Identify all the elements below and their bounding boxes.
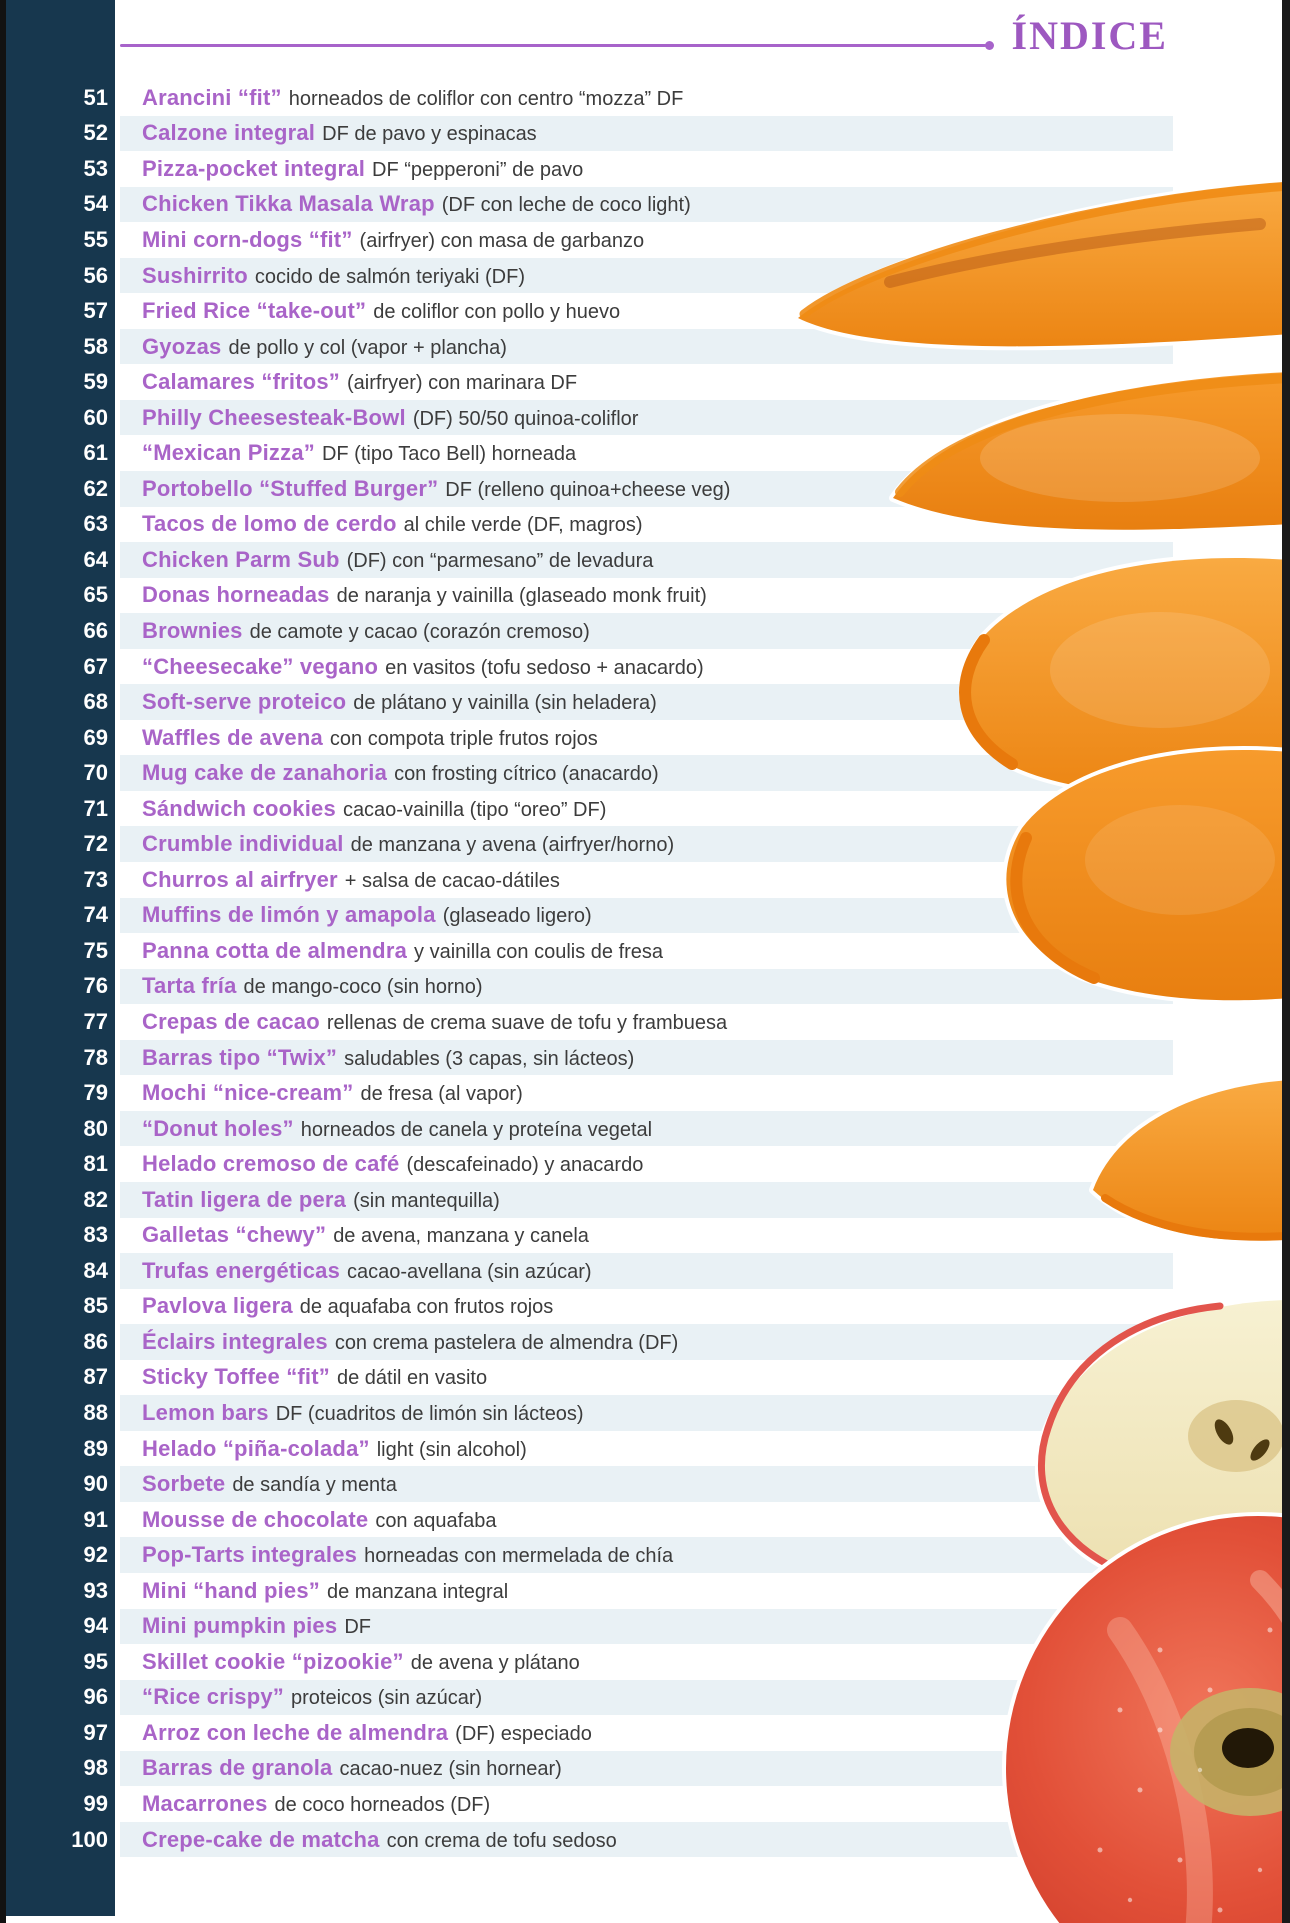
index-row[interactable] bbox=[6, 1182, 1212, 1218]
recipe-title: Philly Cheesesteak-Bowl bbox=[142, 404, 406, 430]
recipe-description: (descafeinado) y anacardo bbox=[406, 1154, 644, 1177]
index-row[interactable] bbox=[6, 933, 1212, 969]
recipe-description: DF (tipo Taco Bell) horneada bbox=[321, 443, 577, 466]
index-row[interactable] bbox=[6, 258, 1212, 294]
index-row[interactable] bbox=[6, 400, 1212, 436]
row-text bbox=[142, 1400, 584, 1426]
index-row[interactable] bbox=[6, 649, 1212, 685]
index-row[interactable] bbox=[6, 1431, 1212, 1467]
index-row[interactable] bbox=[6, 1289, 1212, 1325]
recipe-description: de avena, manzana y canela bbox=[333, 1225, 589, 1248]
recipe-description: (DF) 50/50 quinoa-coliflor bbox=[412, 407, 639, 430]
recipe-description: (DF) especiado bbox=[455, 1722, 592, 1745]
row-text bbox=[142, 760, 659, 786]
row-text bbox=[142, 1009, 727, 1035]
recipe-title: Mini pumpkin pies bbox=[142, 1613, 338, 1639]
recipe-description: DF bbox=[344, 1616, 371, 1639]
recipe-description: DF “pepperoni” de pavo bbox=[372, 158, 584, 181]
row-number: 72 bbox=[83, 831, 108, 857]
recipe-title: Éclairs integrales bbox=[142, 1328, 328, 1354]
row-number: 80 bbox=[83, 1115, 108, 1141]
row-text bbox=[142, 1649, 580, 1675]
recipe-title: Calamares “fritos” bbox=[142, 369, 341, 395]
index-row[interactable] bbox=[6, 1466, 1212, 1502]
recipe-description: cocido de salmón teriyaki (DF) bbox=[254, 265, 525, 288]
row-text bbox=[142, 120, 537, 146]
index-list bbox=[6, 80, 1212, 1857]
recipe-description: con frosting cítrico (anacardo) bbox=[394, 763, 659, 786]
row-text bbox=[142, 191, 691, 217]
recipe-title: Muffins de limón y amapola bbox=[142, 902, 436, 928]
index-row[interactable] bbox=[6, 969, 1212, 1005]
index-row[interactable] bbox=[6, 898, 1212, 934]
recipe-description: horneadas con mermelada de chía bbox=[364, 1545, 674, 1568]
row-text bbox=[142, 1293, 553, 1319]
index-row[interactable] bbox=[6, 755, 1212, 791]
index-row[interactable] bbox=[6, 1786, 1212, 1822]
recipe-description: de naranja y vainilla (glaseado monk fruit) bbox=[336, 585, 707, 608]
row-number: 83 bbox=[83, 1222, 108, 1248]
row-number: 81 bbox=[83, 1151, 108, 1177]
row-text bbox=[142, 725, 598, 751]
index-row[interactable] bbox=[6, 1111, 1212, 1147]
index-row[interactable] bbox=[6, 435, 1212, 471]
row-text bbox=[142, 1471, 397, 1497]
recipe-title: Sushirrito bbox=[142, 262, 248, 288]
recipe-description: de pollo y col (vapor + plancha) bbox=[228, 336, 507, 359]
index-row[interactable] bbox=[6, 471, 1212, 507]
index-row[interactable] bbox=[6, 364, 1212, 400]
recipe-title: Chicken Tikka Masala Wrap bbox=[142, 191, 435, 217]
row-number: 70 bbox=[83, 760, 108, 786]
row-number: 100 bbox=[71, 1826, 108, 1852]
row-number: 87 bbox=[83, 1364, 108, 1390]
recipe-title: Panna cotta de almendra bbox=[142, 937, 408, 963]
row-number: 63 bbox=[83, 511, 108, 537]
recipe-description: saludables (3 capas, sin lácteos) bbox=[344, 1047, 635, 1070]
row-text bbox=[142, 334, 507, 360]
index-row[interactable] bbox=[6, 1751, 1212, 1787]
row-number: 57 bbox=[83, 298, 108, 324]
recipe-description: de avena y plátano bbox=[410, 1651, 580, 1674]
recipe-description: de manzana y avena (airfryer/horno) bbox=[350, 834, 675, 857]
row-text bbox=[142, 1258, 592, 1284]
index-row[interactable] bbox=[6, 187, 1212, 223]
row-text bbox=[142, 440, 576, 466]
row-number: 51 bbox=[83, 84, 108, 110]
index-row[interactable] bbox=[6, 1218, 1212, 1254]
row-text bbox=[142, 1507, 497, 1533]
row-number: 85 bbox=[83, 1293, 108, 1319]
recipe-description: (DF) con “parmesano” de levadura bbox=[346, 549, 654, 572]
row-text bbox=[142, 369, 577, 395]
index-row[interactable] bbox=[6, 222, 1212, 258]
recipe-description: de coco horneados (DF) bbox=[274, 1794, 491, 1817]
recipe-title: “Donut holes” bbox=[142, 1115, 294, 1141]
recipe-description: (glaseado ligero) bbox=[442, 905, 592, 928]
row-text bbox=[142, 831, 674, 857]
index-row[interactable] bbox=[6, 1360, 1212, 1396]
index-row[interactable] bbox=[6, 1822, 1212, 1858]
header-rule bbox=[120, 44, 986, 47]
row-number: 84 bbox=[83, 1257, 108, 1283]
index-row[interactable] bbox=[6, 1644, 1212, 1680]
row-text bbox=[142, 1045, 634, 1071]
index-row[interactable] bbox=[6, 1573, 1212, 1609]
index-row[interactable] bbox=[6, 578, 1212, 614]
recipe-description: de coliflor con pollo y huevo bbox=[373, 301, 621, 324]
row-text bbox=[142, 476, 730, 502]
row-number: 62 bbox=[83, 475, 108, 501]
recipe-description: + salsa de cacao-dátiles bbox=[344, 869, 560, 892]
index-row[interactable] bbox=[6, 613, 1212, 649]
row-text bbox=[142, 689, 657, 715]
recipe-title: “Cheesecake” vegano bbox=[142, 653, 379, 679]
row-number: 69 bbox=[83, 724, 108, 750]
recipe-title: Galletas “chewy” bbox=[142, 1222, 327, 1248]
index-row[interactable] bbox=[6, 684, 1212, 720]
row-text bbox=[142, 263, 525, 289]
row-number: 54 bbox=[83, 191, 108, 217]
row-number: 92 bbox=[83, 1542, 108, 1568]
row-number: 56 bbox=[83, 262, 108, 288]
row-text bbox=[142, 973, 483, 999]
recipe-title: Donas horneadas bbox=[142, 582, 330, 608]
recipe-title: Portobello “Stuffed Burger” bbox=[142, 475, 439, 501]
row-text bbox=[142, 1080, 523, 1106]
recipe-description: cacao-vainilla (tipo “oreo” DF) bbox=[342, 798, 607, 821]
recipe-description: de sandía y menta bbox=[232, 1474, 397, 1497]
row-number: 90 bbox=[83, 1471, 108, 1497]
row-text bbox=[142, 511, 643, 537]
index-row[interactable] bbox=[6, 80, 1212, 116]
recipe-title: Calzone integral bbox=[142, 120, 316, 146]
recipe-description: proteicos (sin azúcar) bbox=[291, 1687, 483, 1710]
recipe-title: Mousse de chocolate bbox=[142, 1506, 369, 1532]
row-text bbox=[142, 618, 590, 644]
index-row[interactable] bbox=[6, 507, 1212, 543]
page-edge-right bbox=[1282, 0, 1290, 1923]
recipe-description: en vasitos (tofu sedoso + anacardo) bbox=[385, 656, 704, 679]
recipe-title: Arancini “fit” bbox=[142, 84, 282, 110]
index-row[interactable] bbox=[6, 293, 1212, 329]
row-number: 95 bbox=[83, 1648, 108, 1674]
row-text bbox=[142, 85, 683, 111]
recipe-description: DF (cuadritos de limón sin lácteos) bbox=[275, 1403, 584, 1425]
row-number: 78 bbox=[83, 1044, 108, 1070]
row-text bbox=[142, 1116, 652, 1142]
index-row[interactable] bbox=[6, 1395, 1212, 1431]
recipe-title: “Mexican Pizza” bbox=[142, 440, 315, 466]
recipe-description: con crema pastelera de almendra (DF) bbox=[334, 1331, 679, 1354]
recipe-description: de mango-coco (sin horno) bbox=[243, 976, 483, 999]
row-number: 88 bbox=[83, 1400, 108, 1425]
row-text bbox=[142, 227, 644, 253]
row-text bbox=[142, 902, 592, 928]
recipe-title: Gyozas bbox=[142, 333, 222, 359]
recipe-description: con compota triple frutos rojos bbox=[329, 727, 598, 750]
index-row[interactable] bbox=[6, 116, 1212, 152]
recipe-title: Sorbete bbox=[142, 1471, 226, 1497]
recipe-title: Trufas energéticas bbox=[142, 1257, 341, 1283]
recipe-title: Helado “piña-colada” bbox=[142, 1435, 370, 1461]
recipe-title: Barras de granola bbox=[142, 1755, 333, 1781]
recipe-title: Brownies bbox=[142, 617, 243, 643]
row-text bbox=[142, 1436, 527, 1462]
row-text bbox=[142, 1329, 678, 1355]
recipe-description: cacao-nuez (sin hornear) bbox=[339, 1758, 562, 1781]
row-number: 93 bbox=[83, 1577, 108, 1603]
recipe-title: Sándwich cookies bbox=[142, 795, 336, 821]
header-rule-dot bbox=[985, 41, 994, 50]
row-text bbox=[142, 1720, 592, 1746]
recipe-description: de camote y cacao (corazón cremoso) bbox=[249, 620, 590, 643]
row-number: 61 bbox=[83, 440, 108, 466]
row-text bbox=[142, 1222, 589, 1248]
index-row[interactable] bbox=[6, 1146, 1212, 1182]
row-number: 99 bbox=[83, 1791, 108, 1817]
row-text bbox=[142, 938, 663, 964]
row-number: 97 bbox=[83, 1719, 108, 1745]
index-row[interactable] bbox=[6, 329, 1212, 365]
index-row[interactable] bbox=[6, 1680, 1212, 1716]
recipe-title: Crumble individual bbox=[142, 831, 344, 857]
recipe-title: “Rice crispy” bbox=[142, 1684, 285, 1710]
row-text bbox=[142, 867, 560, 893]
row-number: 65 bbox=[83, 582, 108, 608]
recipe-title: Soft-serve proteico bbox=[142, 689, 347, 715]
recipe-description: de fresa (al vapor) bbox=[360, 1083, 523, 1106]
row-number: 76 bbox=[83, 973, 108, 999]
row-number: 55 bbox=[83, 226, 108, 252]
index-row[interactable] bbox=[6, 1609, 1212, 1645]
recipe-title: Helado cremoso de café bbox=[142, 1151, 400, 1177]
recipe-description: de manzana integral bbox=[327, 1580, 509, 1603]
row-text bbox=[142, 796, 606, 822]
row-text bbox=[142, 1187, 500, 1213]
page-title: ÍNDICE bbox=[1011, 13, 1168, 58]
index-row[interactable] bbox=[6, 862, 1212, 898]
row-number: 86 bbox=[83, 1328, 108, 1354]
recipe-title: Mini “hand pies” bbox=[142, 1577, 320, 1603]
recipe-description: rellenas de crema suave de tofu y frambuesa bbox=[326, 1011, 728, 1034]
recipe-description: horneados de canela y proteína vegetal bbox=[300, 1118, 653, 1141]
recipe-title: Macarrones bbox=[142, 1791, 268, 1817]
recipe-title: Skillet cookie “pizookie” bbox=[142, 1648, 404, 1674]
row-text bbox=[142, 1613, 371, 1639]
row-text bbox=[142, 547, 653, 573]
row-text bbox=[142, 582, 707, 608]
recipe-title: Tarta fría bbox=[142, 973, 237, 999]
recipe-title: Fried Rice “take-out” bbox=[142, 298, 367, 324]
index-row[interactable] bbox=[6, 1004, 1212, 1040]
recipe-description: DF de pavo y espinacas bbox=[322, 123, 537, 146]
row-text bbox=[142, 1364, 487, 1390]
row-number: 64 bbox=[83, 546, 108, 572]
row-text bbox=[142, 1684, 482, 1710]
row-number: 89 bbox=[83, 1435, 108, 1461]
row-text bbox=[142, 1755, 562, 1781]
row-text bbox=[142, 1791, 490, 1817]
recipe-title: Barras tipo “Twix” bbox=[142, 1044, 338, 1070]
recipe-title: Crepe-cake de matcha bbox=[142, 1826, 380, 1852]
row-text bbox=[142, 156, 583, 182]
recipe-title: Pavlova ligera bbox=[142, 1293, 293, 1319]
recipe-title: Crepas de cacao bbox=[142, 1008, 320, 1034]
recipe-title: Tacos de lomo de cerdo bbox=[142, 511, 397, 537]
row-number: 79 bbox=[83, 1080, 108, 1106]
recipe-title: Arroz con leche de almendra bbox=[142, 1719, 449, 1745]
recipe-title: Pop-Tarts integrales bbox=[142, 1542, 358, 1568]
recipe-description: (DF con leche de coco light) bbox=[441, 194, 691, 217]
recipe-title: Sticky Toffee “fit” bbox=[142, 1364, 330, 1390]
row-text bbox=[142, 405, 638, 431]
recipe-description: light (sin alcohol) bbox=[376, 1438, 527, 1461]
recipe-description: (airfryer) con masa de garbanzo bbox=[359, 229, 645, 252]
recipe-title: Lemon bars bbox=[142, 1400, 269, 1425]
index-row[interactable] bbox=[6, 542, 1212, 578]
row-text bbox=[142, 1542, 673, 1568]
row-number: 71 bbox=[83, 795, 108, 821]
row-number: 73 bbox=[83, 866, 108, 892]
row-number: 58 bbox=[83, 333, 108, 359]
row-text bbox=[142, 1827, 617, 1853]
recipe-description: de aquafaba con frutos rojos bbox=[299, 1296, 554, 1319]
recipe-title: Pizza-pocket integral bbox=[142, 155, 366, 181]
recipe-title: Churros al airfryer bbox=[142, 866, 338, 892]
recipe-title: Mug cake de zanahoria bbox=[142, 760, 388, 786]
index-row[interactable] bbox=[6, 1324, 1212, 1360]
index-row[interactable] bbox=[6, 826, 1212, 862]
recipe-description: cacao-avellana (sin azúcar) bbox=[347, 1260, 592, 1283]
row-number: 53 bbox=[83, 155, 108, 181]
row-number: 52 bbox=[83, 120, 108, 146]
recipe-description: con crema de tofu sedoso bbox=[386, 1829, 617, 1852]
recipe-description: con aquafaba bbox=[375, 1509, 497, 1532]
row-number: 94 bbox=[83, 1613, 108, 1639]
index-row[interactable] bbox=[6, 1537, 1212, 1573]
recipe-description: y vainilla con coulis de fresa bbox=[414, 940, 664, 963]
row-text bbox=[142, 1151, 643, 1177]
recipe-title: Mini corn-dogs “fit” bbox=[142, 226, 353, 252]
recipe-description: DF (relleno quinoa+cheese veg) bbox=[445, 478, 731, 501]
row-number: 68 bbox=[83, 689, 108, 715]
recipe-description: (sin mantequilla) bbox=[353, 1189, 500, 1212]
recipe-title: Tatin ligera de pera bbox=[142, 1186, 347, 1212]
row-text bbox=[142, 654, 704, 680]
recipe-description: de plátano y vainilla (sin heladera) bbox=[353, 692, 657, 715]
row-number: 67 bbox=[83, 653, 108, 679]
row-number: 98 bbox=[83, 1755, 108, 1781]
recipe-title: Waffles de avena bbox=[142, 724, 323, 750]
index-row[interactable] bbox=[6, 720, 1212, 756]
row-number: 60 bbox=[83, 404, 108, 430]
index-row[interactable] bbox=[6, 1715, 1212, 1751]
recipe-description: al chile verde (DF, magros) bbox=[403, 514, 643, 537]
row-text bbox=[142, 1578, 508, 1604]
row-text bbox=[142, 298, 620, 324]
recipe-title: Chicken Parm Sub bbox=[142, 546, 340, 572]
row-number: 96 bbox=[83, 1684, 108, 1710]
recipe-description: de dátil en vasito bbox=[336, 1367, 488, 1390]
index-row[interactable] bbox=[6, 1502, 1212, 1538]
page-edge-left bbox=[0, 0, 6, 1923]
index-row[interactable] bbox=[6, 1253, 1212, 1289]
recipe-title: Mochi “nice-cream” bbox=[142, 1080, 354, 1106]
row-number: 75 bbox=[83, 937, 108, 963]
index-row[interactable] bbox=[6, 1075, 1212, 1111]
row-number: 66 bbox=[83, 617, 108, 643]
index-row[interactable] bbox=[6, 1040, 1212, 1076]
row-number: 74 bbox=[83, 902, 108, 928]
row-number: 77 bbox=[83, 1008, 108, 1034]
index-row[interactable] bbox=[6, 151, 1212, 187]
row-number: 91 bbox=[83, 1506, 108, 1532]
index-row[interactable] bbox=[6, 791, 1212, 827]
row-number: 82 bbox=[83, 1186, 108, 1212]
row-number: 59 bbox=[83, 369, 108, 395]
recipe-description: (airfryer) con marinara DF bbox=[347, 372, 578, 395]
recipe-description: horneados de coliflor con centro “mozza” DF bbox=[288, 87, 684, 110]
